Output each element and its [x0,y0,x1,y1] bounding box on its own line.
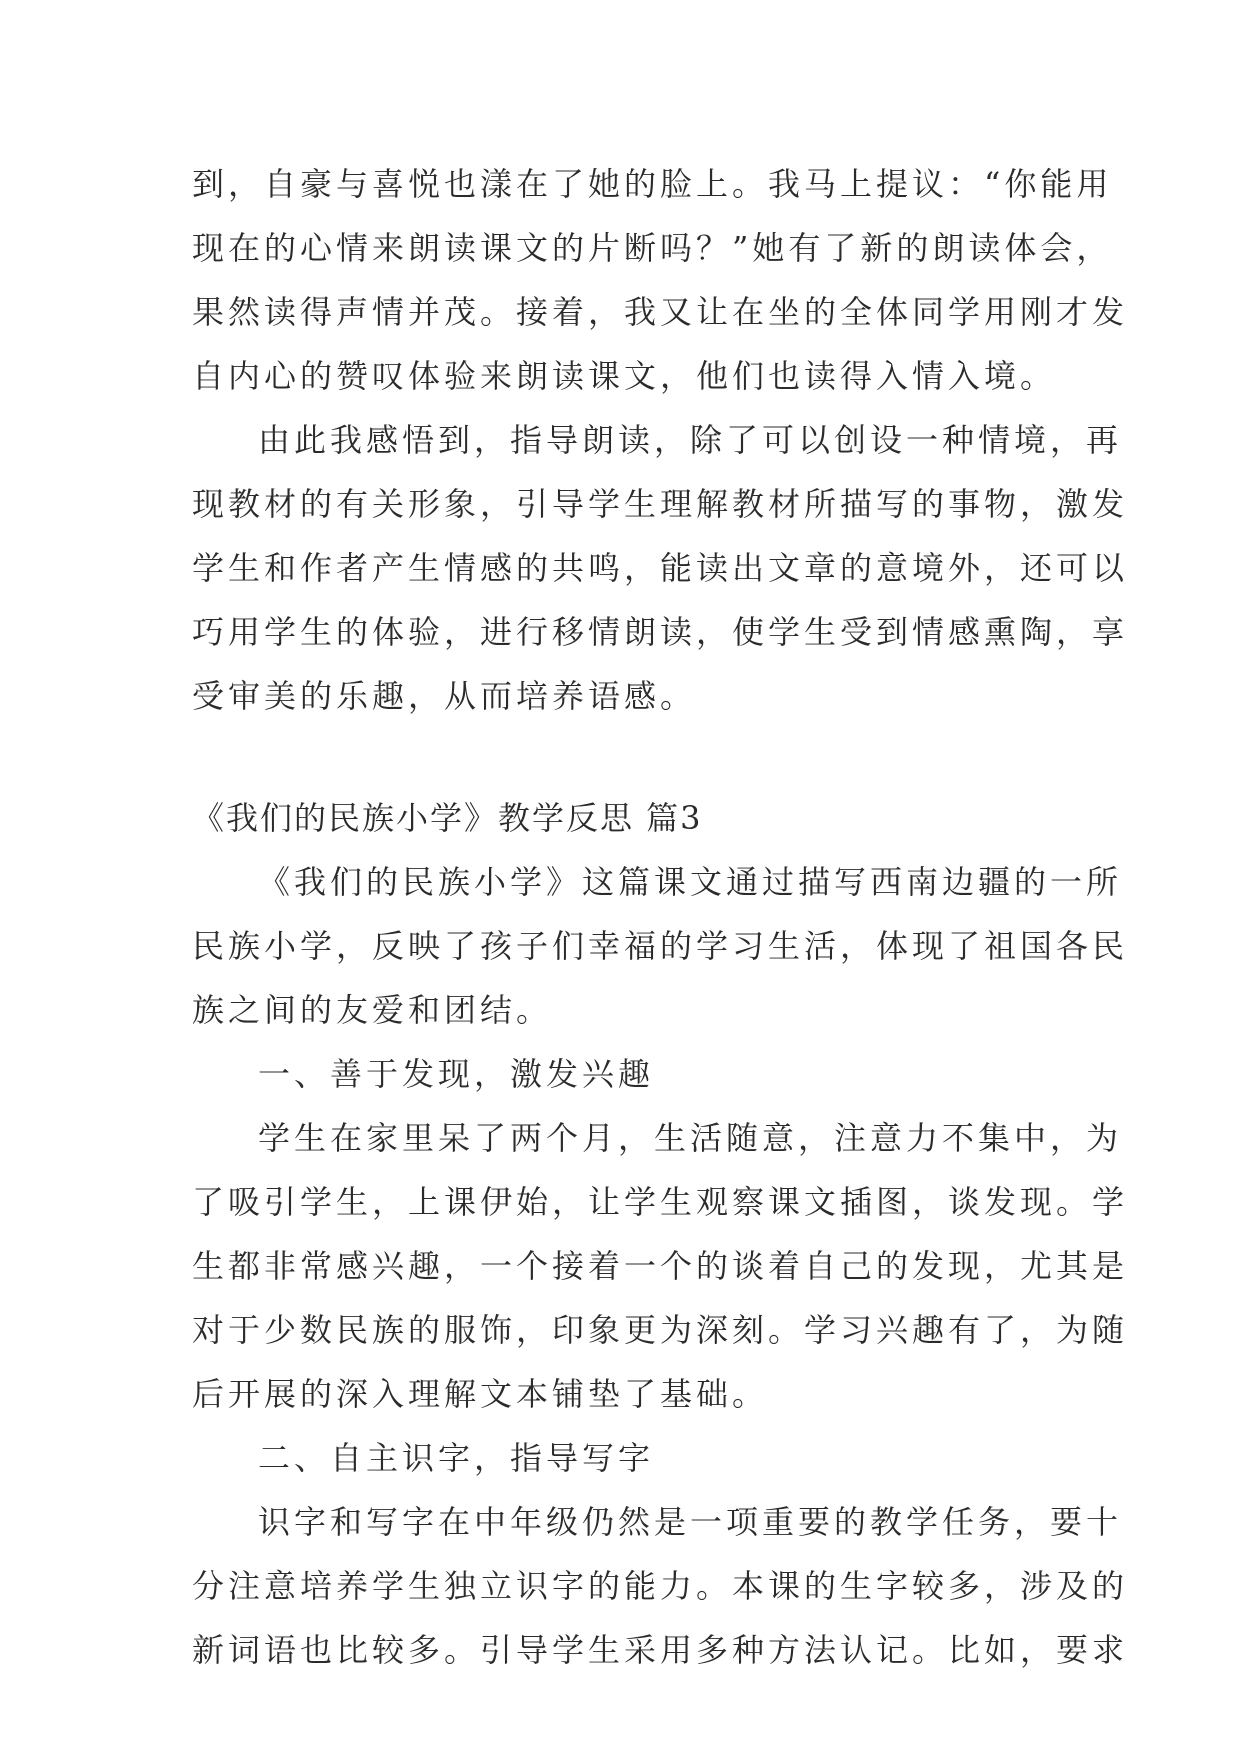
text-line: 后开展的深入理解文本铺垫了基础。 [192,1375,769,1413]
text-line: 学生和作者产生情感的共鸣，能读出文章的意境外，还可以 [192,549,1129,587]
text-line: 了吸引学生，上课伊始，让学生观察课文插图，谈发现。学 [192,1183,1129,1221]
section-gap [192,728,1062,786]
subheading-literacy-writing: 二、自主识字，指导写字 [258,1439,655,1477]
subheading-discover-interest: 一、善于发现，激发兴趣 [258,1055,655,1093]
text-line: 族之间的友爱和团结。 [192,991,553,1029]
text-line: 巧用学生的体验，进行移情朗读，使学生受到情感熏陶，享 [192,613,1129,651]
text-line: 生都非常感兴趣，一个接着一个的谈着自己的发现，尤其是 [192,1247,1129,1285]
text-line: 受审美的乐趣，从而培养语感。 [192,677,697,715]
paragraph-lesson-intro [192,850,1129,1042]
text-line: 学生在家里呆了两个月，生活随意，注意力不集中，为 [258,1119,1123,1157]
text-line: 对于少数民族的服饰，印象更为深刻。学习兴趣有了，为随 [192,1311,1129,1349]
text-line: 到，自豪与喜悦也漾在了她的脸上。我马上提议：“你能用 [192,165,1113,203]
document-body [192,152,1129,1682]
text-line: 现教材的有关形象，引导学生理解教材所描写的事物，激发 [192,485,1129,523]
text-line: 现在的心情来朗读课文的片断吗？”她有了新的朗读体会， [192,229,1113,267]
paragraph-reading-insight [192,408,1129,728]
text-line: 果然读得声情并茂。接着，我又让在坐的全体同学用刚才发 [192,293,1129,331]
section-heading: 《我们的民族小学》教学反思 篇3 [192,799,703,837]
paragraph-literacy-writing [192,1490,1129,1682]
text-line: 由此我感悟到，指导朗读，除了可以创设一种情境，再 [258,421,1123,459]
text-line: 新词语也比较多。引导学生采用多种方法认记。比如，要求 [192,1631,1129,1669]
text-line: 分注意培养学生独立识字的能力。本课的生字较多，涉及的 [192,1567,1129,1605]
paragraph-reading-experience [192,152,1129,408]
paragraph-discover-interest [192,1106,1129,1426]
text-line: 民族小学，反映了孩子们幸福的学习生活，体现了祖国各民 [192,927,1129,965]
text-line: 《我们的民族小学》这篇课文通过描写西南边疆的一所 [258,863,1123,901]
text-line: 识字和写字在中年级仍然是一项重要的教学任务，要十 [258,1503,1123,1541]
text-line: 自内心的赞叹体验来朗读课文，他们也读得入情入境。 [192,357,1057,395]
